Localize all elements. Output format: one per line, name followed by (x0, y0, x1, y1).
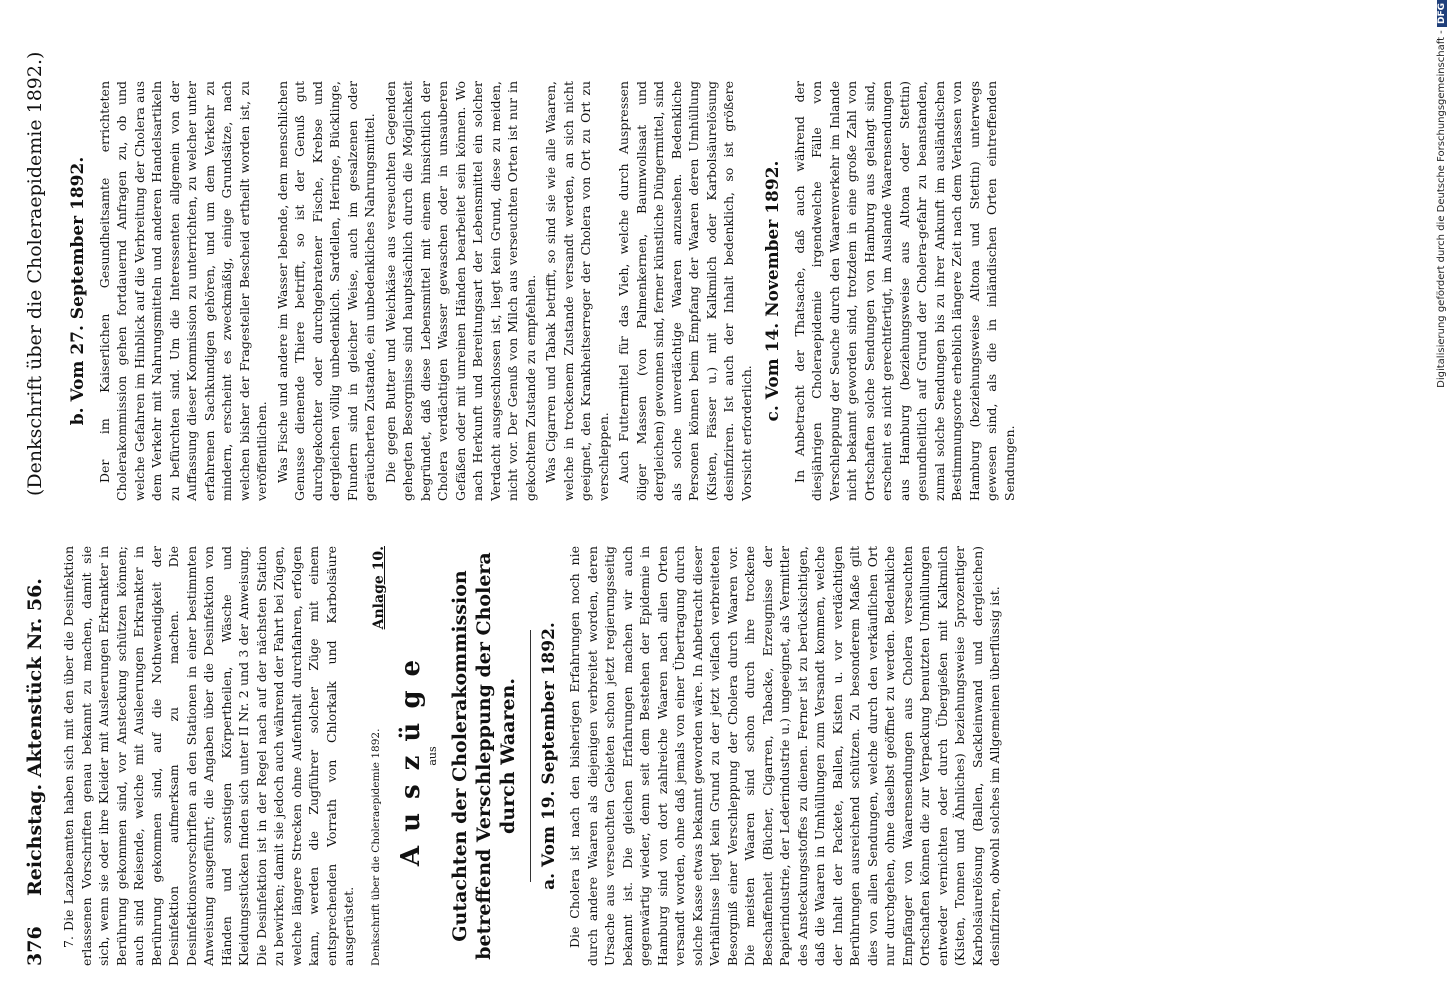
aus-word: aus (426, 746, 439, 766)
section-b-paragraph-5: Auch Futtermittel für das Vieh, welche durch Auspressen öliger Massen (von Palmenkernen, Baumwollsaat und dergleichen) gewonnen sind, ferner künstliche Düngermittel, sind als solche unverdächtige Waaren anzusehen. Bedenkliche Personen können beim Empfang der Waaren deren Umhüllung (Kisten, Fässer u.) mit Kalkmilch oder Karbolsäurelösung desinfiziren. Ist auch der Inhalt bedenklich, so ist größere Vorsicht erforderlich. (616, 81, 754, 501)
section-b-paragraph-1: Der im Kaiserlichen Gesundheitsamte errichteten Cholerakommission gehen fortdauernd Anfragen zu, ob und welche Gefahren im Hinblick auf die Verbreitung der Cholera aus dem Verkehr mit Nahrungsmitteln und anderen Handelsartikeln zu befürchten sind. Um die Interessenten allgemein von der Auffassung dieser Kommission zu unterrichten, zu welcher unter erfahrenen Sachkundigen gehören, und um dem Verkehr zu mindern, erscheint es zweckmäßig, einige Grundsätze, nach welchen bisher der Fragesteller Bescheid ertheilt worden ist, zu veröffentlichen. (96, 81, 269, 501)
section-c-paragraph: In Anbetracht der Thatsache, daß auch während der diesjährigen Choleraepidemie irgendwelche Fälle von Verschleppung der Seuche durch den Waarenverkehr im Inlande nicht bekannt geworden sind, trotzdem in eine große Zahl von Ortschaften solche Sendungen von Hamburg aus gelangt sind, erscheint es nicht gerechtfertigt, im Auslande Waarensendungen aus Hamburg (beziehungsweise aus Altona oder Stettin) gesundheitlich auf Grund der Cholera-gefahr zu beanstanden, zumal solche Sendungen bis zu ihrer Ankunft im ausländischen Bestimmungsorte erheblich längere Zeit nach dem Verlassen von Hamburg (beziehungsweise Altona und Stettin) unterwegs gewesen sind, als die in inländischen Orten eintreffenden Sendungen. (791, 81, 1017, 501)
left-column (60, 546, 1007, 966)
section-b-heading: b. Vom 27. September 1892. (68, 156, 88, 426)
rotated-page (0, 6, 1406, 1006)
paragraph-7: 7. Die Lazabeamten haben sich mit den über die Desinfektion erlassenen Vorschriften genau bekannt zu machen, damit sie sich, wenn sie oder ihre Kleider mit Ausleerungen Erkrankter in Berührung gekommen sind, vor Ansteckung schützen können; auch sind Reisende, welche mit Ausleerungen Erkrankter in Berührung gekommen sind, auf die Nothwendigkeit der Desinfektion aufmerksam zu machen. Die Desinfektionsvorschriften an den Stationen in einer bestimmten Anweisung ausgeführt; die Angaben über die Desinfektion von Händen und sonstigen Körpertheilen, Wäsche und Kleidungsstücken finden sich unter II Nr. 2 und 3 der Anweisung. Die Desinfektion ist in der Regel nach auf der nächsten Station zu bewirken; damit sie jedoch auch während der Fahrt bei Zügen, welche längere Strecken ohne Aufenthalt durchfahren, erfolgen kann, werden die Zugführer solcher Züge mit einem entsprechenden Vorrath von Chlorkalk und Karbolsäure ausgerüstet. (61, 546, 356, 966)
digitization-credit (1418, 0, 1447, 1000)
section-b-paragraph-3: Die gegen Butter und Weichkäse aus verseuchten Gegenden gehegten Besorgnisse sind hauptsächlich durch die Möglichkeit begründet, daß diese Lebensmittel mit einem hinsichtlich der Cholera verdächtigen Wasser gewaschen oder in unsauberen Gefäßen oder mit unreinen Händen bearbeitet sein können. Wo nach Herkunft und Bereitungsart der Lebensmittel ein solcher Verdacht ausgeschlossen ist, liegt kein Grund, diese zu meiden, nicht vor. Der Genuß von Milch aus verseuchten Orten ist nur in gekochtem Zustande zu empfehlen. (382, 81, 538, 501)
publication-label: Reichstag. Aktenstück Nr. 56. (24, 578, 46, 896)
small-running-header: Denkschrift über die Choleraepidemie 1892. (369, 728, 382, 966)
running-title: (Denkschrift über die Choleraepidemie 1892.) (24, 51, 46, 496)
divider (530, 630, 531, 882)
section-b-paragraph-2: Was Fische und andere im Wasser lebende, dem menschlichen Genusse dienende Thiere betrifft, so ist der Genuß gut durchgekochter oder durchgebratener Fische, Krebse und dergleichen völlig unbedenklich. Sardellen, Heringe, Bücklinge, Flundern sind in gleicher Weise, auch im gesalzenen oder geräucherten Zustande, ein unbedenkliches Nahrungsmittel. (274, 81, 377, 501)
page-number: 376 (24, 926, 46, 966)
right-column (60, 81, 1021, 501)
page-header (24, 46, 50, 966)
credit-text: Digitalisierung gefördert durch die Deutsche Forschungsgemeinschaft - (1436, 30, 1447, 388)
section-c-heading: c. Vom 14. November 1892. (763, 160, 783, 422)
auszuege-heading: Auszüge (395, 645, 426, 867)
dfg-logo: DFG (1437, 0, 1447, 27)
anlage-label: Anlage 10. (371, 546, 387, 630)
section-a-heading: a. Vom 19. September 1892. (538, 622, 559, 890)
section-a-paragraph: Die Cholera ist nach den bisherigen Erfahrungen noch nie durch andere Waaren als diejenigen verbreitet worden, deren Ursache aus verseuchten Gebieten schon jetzt regierungsseitig bekannt ist. Die gleichen Erfahrungen machen wir auch gegenwärtig wieder, denn seit dem Bestehen der Epidemie in Hamburg sind von dort zahlreiche Waaren nach allen Orten versandt worden, ohne daß jemals von einer Übertragung durch solche Kasse etwas bekannt geworden wäre. In Anbetracht dieser Verhältnisse liegt kein Grund zu der jetzt vielfach verbreiteten Besorgniß einer Verschleppung der Cholera durch Waaren vor. Die meisten Waaren sind schon durch ihre trockene Beschaffenheit (Bücher, Cigarren, Tabacke, Erzeugnisse der Papierindustrie, der Lederindustrie u.) ungeeignet, als Vermittler des Ansteckungsstoffes zu dienen. Ferner ist zu berücksichtigen, daß die Waaren in Umhüllungen zum Versandt kommen, welche der Inhalt der Packete, Ballen, Kisten u. vor verdächtigen Berührungen ausreichend schützen. Zu besonderem Maße gilt dies von allen Sendungen, welche durch den verkäuflichen Ort nur durchgehen, ohne daselbst geöffnet zu werden. Bedenkliche Empfänger von Waarensendungen aus Cholera verseuchten Ortschaften können die zur Verpackung benutzten Umhüllungen entweder vernichten oder durch Übergießen mit Kalkmilch (Kisten, Tonnen und Ähnliches) beziehungsweise 5prozentiger Karbolsäurelösung (Ballen, Sackleinwand und dergleichen) desinfiziren, obwohl solches im Allgemeinen überflüssig ist. (567, 546, 1002, 966)
section-b-paragraph-4: Was Cigarren und Tabak betrifft, so sind sie wie alle Waaren, welche in trockenem Zustande versandt werden, an sich nicht geeignet, den Krankheitserreger der Cholera von Ort zu Ort zu verschleppen. (543, 81, 611, 501)
main-heading: Gutachten der Cholerakommission betreffend Verschleppung der Cholera durch Waaren. (448, 552, 519, 960)
